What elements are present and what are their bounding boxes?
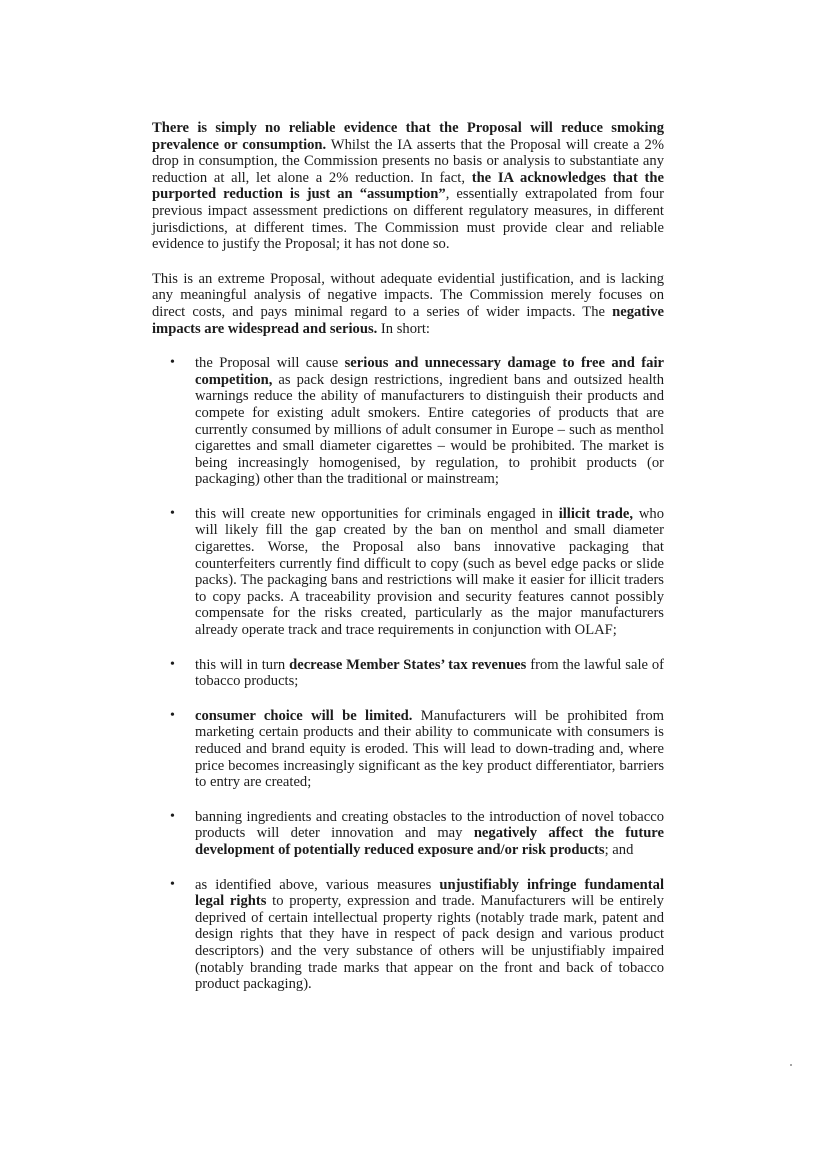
bullet-icon: •	[170, 707, 175, 723]
impacts-list	[152, 355, 664, 993]
paragraph-extreme-proposal	[152, 271, 664, 337]
bullet-icon: •	[170, 656, 175, 672]
bold-text: negatively affect the future development of potentially reduced exposure and/or risk products	[195, 825, 664, 858]
list-item-innovation	[152, 809, 664, 859]
body-text: this will create new opportunities for criminals engaged in	[195, 505, 559, 522]
body-text: the Proposal will cause	[195, 355, 345, 372]
paragraph-evidence	[152, 120, 664, 253]
bold-text: illicit trade,	[558, 505, 634, 522]
body-text: who will likely fill the gap created by the ban on menthol and small diameter cigarettes. Worse, the Proposal also bans innovative packaging that counterfeiters currently find difficult to copy (such as bevel edge packs or slide packs). The packaging bans and restrictions will make it easier for illicit traders to copy packs. A traceability provision and security features cannot possibly compensate for the risks created, particularly as the major manufacturers already operate track and trace requirements in conjunction with OLAF;	[195, 505, 664, 639]
body-text: as pack design restrictions, ingredient bans and outsized health warnings reduce the ability of manufacturers to distinguish their products and compete for existing adult smokers. Entire categories of products that are currently consumed by millions of adult consumer in Europe – such as menthol cigarettes and small diameter cigarettes – would be prohibited. The market is being increasingly homogenised, by regulation, to prohibit products (or packaging) other than the traditional or mainstream;	[195, 371, 664, 488]
list-item-illicit-trade	[152, 506, 664, 639]
body-text: as identified above, various measures	[195, 876, 440, 893]
body-text: from the lawful sale of tobacco products;	[195, 656, 664, 690]
list-item-consumer-choice	[152, 708, 664, 791]
body-text: ; and	[604, 841, 634, 858]
document-body	[152, 120, 664, 1011]
body-text: banning ingredients and creating obstacles to the introduction of novel tobacco products will deter innovation and may	[195, 808, 664, 842]
bold-text: unjustifiably infringe fundamental legal rights	[195, 876, 665, 910]
bullet-icon: •	[170, 808, 175, 824]
bold-text: There is simply no reliable evidence that the Proposal will reduce smoking prevalence or consumption.	[152, 120, 664, 153]
body-text: Whilst the IA asserts that the Proposal will create a 2% drop in consumption, the Commission presents no basis or analysis to substantiate any reduction at all, let alone a 2% reduction. In fact,	[152, 136, 664, 186]
scan-speck	[790, 1064, 792, 1066]
bold-text: decrease Member States’ tax revenues	[289, 656, 527, 673]
bold-text: the IA acknowledges that the purported reduction is just an “assumption”	[152, 169, 665, 203]
bold-text: serious and unnecessary damage to free and fair competition,	[195, 355, 664, 388]
bold-text: negative impacts are widespread and serious.	[152, 303, 664, 337]
bullet-icon: •	[170, 876, 175, 892]
body-text: , essentially extrapolated from four previous impact assessment predictions on different regulatory measures, in different jurisdictions, at different times. The Commission must provide clear and reliable evidence to justify the Proposal; it has not done so.	[152, 186, 664, 253]
list-item-tax-revenues	[152, 657, 664, 690]
body-text: Manufacturers will be prohibited from marketing certain products and their ability to communicate with consumers is reduced and brand equity is eroded. This will lead to down-trading and, where price becomes increasingly significant as the key product differentiator, barriers to entry are created;	[195, 707, 664, 791]
body-text: to property, expression and trade. Manufacturers will be entirely deprived of certain intellectual property rights (notably trade mark, patent and design rights that they have in respect of pack design and various product descriptors) and the very substance of others will be unjustifiably impaired (notably branding trade marks that appear on the front and back of tobacco product packaging).	[195, 893, 664, 993]
body-text: In short:	[377, 320, 430, 337]
bold-text: consumer choice will be limited.	[195, 707, 413, 724]
body-text: this will in turn	[195, 656, 290, 673]
bullet-icon: •	[170, 355, 175, 371]
body-text: This is an extreme Proposal, without adequate evidential justification, and is lacking any meaningful analysis of negative impacts. The Commission merely focuses on direct costs, and pays minimal regard to a series of wider impacts. The	[152, 270, 664, 320]
list-item-competition	[152, 355, 664, 488]
bullet-icon: •	[170, 505, 175, 521]
list-item-legal-rights	[152, 877, 664, 993]
